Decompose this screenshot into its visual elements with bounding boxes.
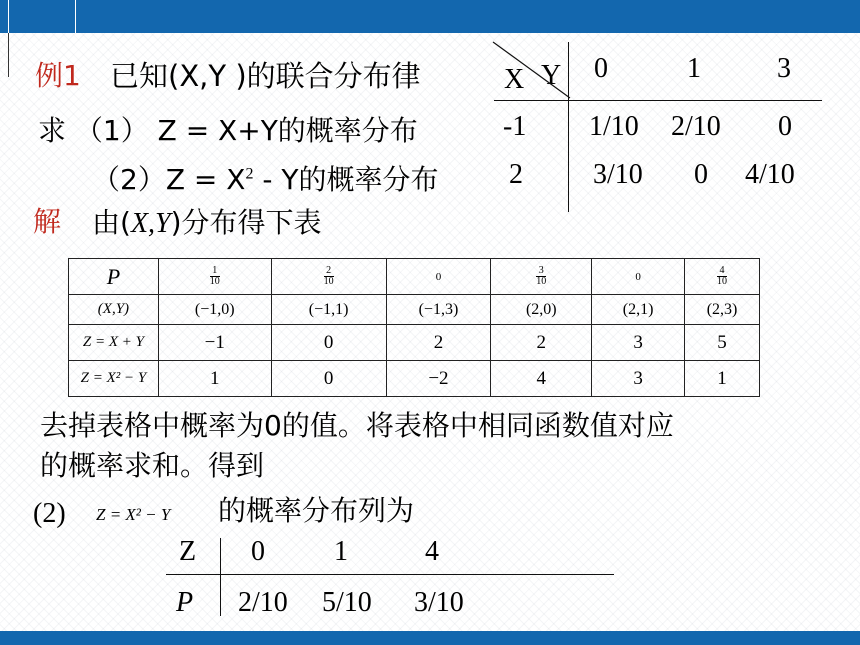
pair-cell: (2,3) bbox=[685, 295, 760, 325]
example-line-2: 求 （1） Z = X+Y的概率分布 bbox=[38, 114, 418, 147]
pair-cell: (−1,0) bbox=[158, 295, 271, 325]
joint-cell: 1/10 bbox=[589, 111, 639, 142]
z-cell: 4 bbox=[491, 361, 592, 397]
prob-cell: $\frac{3}{10}$ bbox=[491, 259, 592, 295]
footer-bar bbox=[0, 631, 860, 645]
z-cell: 2 bbox=[491, 325, 592, 361]
prob-cell: $\frac{4}{10}$ bbox=[685, 259, 760, 295]
result-z-label: Z bbox=[179, 536, 197, 567]
z-cell: 5 bbox=[685, 325, 760, 361]
example-line-3: $(2)Z = X^2 - Y$的概率分布 bbox=[92, 163, 439, 196]
joint-cell: 0 bbox=[778, 111, 792, 142]
joint-cell: 4/10 bbox=[745, 159, 795, 190]
z-cell: −1 bbox=[158, 325, 271, 361]
z-cell: 1 bbox=[685, 361, 760, 397]
left-rule bbox=[8, 33, 9, 77]
table-row bbox=[69, 295, 760, 325]
header-notch bbox=[8, 0, 76, 33]
joint-y-3: 3 bbox=[777, 53, 791, 84]
joint-header-y: Y bbox=[541, 60, 562, 91]
joint-cell: 0 bbox=[694, 159, 708, 190]
table-row bbox=[69, 259, 760, 295]
z-cell: 0 bbox=[271, 361, 386, 397]
z-cell: 1 bbox=[158, 361, 271, 397]
result-z-value: 1 bbox=[334, 536, 348, 567]
joint-cell: 3/10 bbox=[593, 159, 643, 190]
header-bar bbox=[0, 0, 860, 33]
joint-cell: 2/10 bbox=[671, 111, 721, 142]
result-p-value: 5/10 bbox=[322, 587, 372, 618]
row-label-z1: Z = X + Y bbox=[69, 325, 159, 361]
solution-label: 解 bbox=[33, 205, 62, 238]
z-cell: 3 bbox=[592, 361, 685, 397]
joint-y-1: 1 bbox=[687, 53, 701, 84]
pair-cell: (2,0) bbox=[491, 295, 592, 325]
row-label-xy: (X,Y) bbox=[69, 295, 159, 325]
result-index: (2) bbox=[33, 498, 66, 529]
row-label-z2: Z = X² − Y bbox=[69, 361, 159, 397]
result-p-value: 2/10 bbox=[238, 587, 288, 618]
instruction-line-2: 的概率求和。得到 bbox=[40, 449, 265, 482]
joint-column-rule bbox=[568, 42, 569, 212]
pair-cell: (2,1) bbox=[592, 295, 685, 325]
z-cell: −2 bbox=[386, 361, 491, 397]
z-cell: 3 bbox=[592, 325, 685, 361]
prob-cell: $\frac{1}{10}$ bbox=[158, 259, 271, 295]
result-z-value: 4 bbox=[425, 536, 439, 567]
computation-table bbox=[68, 258, 760, 397]
joint-header-rule bbox=[494, 100, 822, 101]
instruction-line-1: 去掉表格中概率为0的值。将表格中相同函数值对应 bbox=[40, 409, 674, 442]
row-label-p: P bbox=[69, 259, 159, 295]
example-line-1: 已知(X,Y )的联合分布律 bbox=[110, 59, 421, 93]
joint-diagonal bbox=[490, 40, 575, 102]
example-label: 例1 bbox=[35, 59, 81, 92]
prob-cell: $\frac{2}{10}$ bbox=[271, 259, 386, 295]
joint-x-row-1: -1 bbox=[503, 111, 527, 142]
joint-x-row-2: 2 bbox=[509, 159, 523, 190]
result-header-rule bbox=[166, 574, 614, 575]
solution-text: 由(X,Y)分布得下表 bbox=[92, 206, 322, 239]
joint-y-0: 0 bbox=[594, 53, 608, 84]
pair-cell: (−1,1) bbox=[271, 295, 386, 325]
result-column-rule bbox=[220, 538, 221, 616]
prob-cell: 0 bbox=[592, 259, 685, 295]
result-formula: Z = X² − Y bbox=[96, 505, 171, 524]
result-z-value: 0 bbox=[251, 536, 265, 567]
z-cell: 2 bbox=[386, 325, 491, 361]
pair-cell: (−1,3) bbox=[386, 295, 491, 325]
result-p-label: P bbox=[176, 587, 194, 618]
z-cell: 0 bbox=[271, 325, 386, 361]
table-row bbox=[69, 361, 760, 397]
table-row bbox=[69, 325, 760, 361]
prob-cell: 0 bbox=[386, 259, 491, 295]
result-p-value: 3/10 bbox=[414, 587, 464, 618]
result-caption: 的概率分布列为 bbox=[218, 494, 415, 527]
joint-header-x: X bbox=[504, 64, 525, 95]
